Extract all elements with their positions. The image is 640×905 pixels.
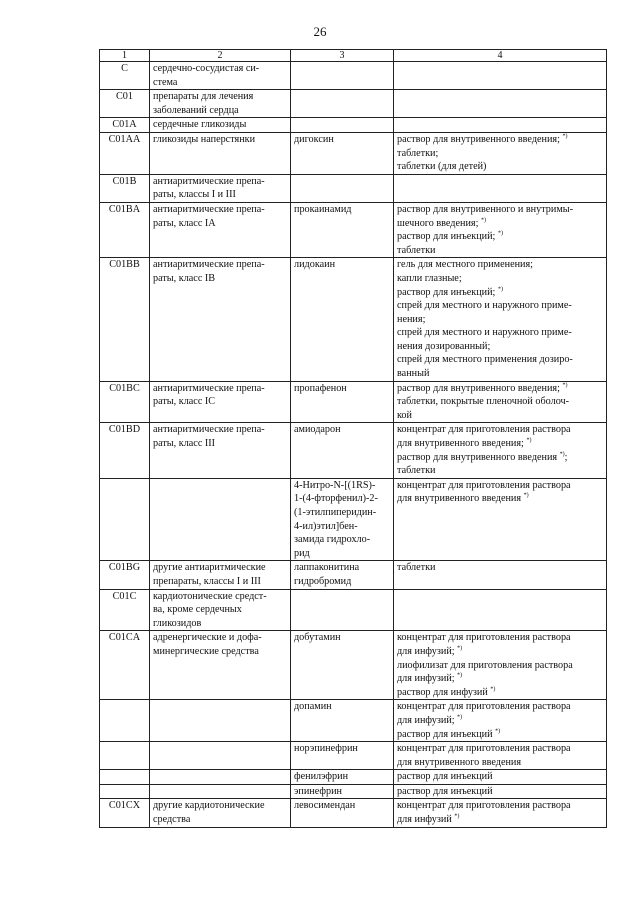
drug-name-line: лаппаконитина — [294, 562, 360, 574]
dosage-form-line: таблетки, покрытые пленочной оболоч- — [397, 396, 570, 408]
table-row — [100, 90, 607, 118]
dosage-form-line: концентрат для приготовления раствора — [397, 479, 571, 491]
group-name-line: раты, класс IB — [153, 272, 216, 284]
dosage-form-line: лиофилизат для приготовления раствора — [397, 659, 573, 671]
dosage-forms-cell — [394, 174, 607, 202]
dosage-forms-cell — [394, 202, 607, 257]
atc-code-cell — [100, 742, 150, 770]
dosage-form-line: раствор для внутривенного и внутримы- — [397, 203, 574, 215]
drug-name-cell — [291, 423, 394, 478]
group-name-cell — [150, 799, 291, 827]
dosage-forms-cell — [394, 90, 607, 118]
group-name-line: другие антиаритмические — [153, 562, 266, 574]
dosage-form-line: таблетки; — [397, 147, 439, 159]
atc-code-cell: C01BG — [100, 561, 150, 589]
dosage-form-line: гель для местного применения; — [397, 259, 534, 271]
group-name-cell — [150, 478, 291, 561]
drug-name-line: фенилэфрин — [294, 771, 349, 783]
dosage-form-line: раствор для инъекций — [397, 771, 493, 783]
dosage-form-line: таблетки (для детей) — [397, 161, 487, 173]
group-name-line: раты, класс IC — [153, 396, 216, 408]
group-name-line: раты, классы I и III — [153, 189, 236, 201]
drug-name-cell — [291, 770, 394, 785]
drug-name-line: (1-этилпиперидин- — [294, 507, 377, 518]
dosage-form-line: концентрат для приготовления раствора — [397, 743, 571, 755]
drug-name-cell — [291, 784, 394, 799]
table-row — [100, 478, 607, 561]
table-row — [100, 62, 607, 90]
table-row — [100, 589, 607, 631]
drug-name-line: норэпинефрин — [294, 743, 358, 755]
group-name-line: раты, класс IA — [153, 217, 216, 229]
atc-code-cell — [100, 784, 150, 799]
column-header-inn: 3 — [291, 50, 394, 62]
dosage-form-line: раствор для внутривенного введения *); — [397, 451, 568, 463]
dosage-form-line: раствор для инъекций *) — [397, 728, 501, 740]
atc-code-cell: C01B — [100, 174, 150, 202]
atc-code-cell: C01CA — [100, 631, 150, 700]
table-row — [100, 631, 607, 700]
dosage-form-line: таблетки — [397, 465, 436, 477]
atc-code-cell: C01 — [100, 90, 150, 118]
group-name-line: антиаритмические препа- — [153, 203, 265, 215]
dosage-forms-cell — [394, 799, 607, 827]
dosage-form-line: раствор для инъекций — [397, 785, 493, 797]
drug-name-line: допамин — [294, 701, 332, 713]
drug-name-cell — [291, 118, 394, 133]
column-header-group: 2 — [150, 50, 291, 62]
group-name-line: кардиотонические средст- — [153, 590, 267, 602]
table-row — [100, 423, 607, 478]
dosage-form-line: концентрат для приготовления раствора — [397, 701, 571, 713]
dosage-forms-cell — [394, 742, 607, 770]
drug-name-line: 1-(4-фторфенил)-2- — [294, 493, 378, 505]
dosage-forms-cell — [394, 700, 607, 742]
atc-code-cell — [100, 700, 150, 742]
drug-name-line: 4-ил)этил]бен- — [294, 520, 358, 532]
drug-name-line: амиодарон — [294, 424, 341, 436]
dosage-forms-cell — [394, 258, 607, 381]
drug-name-line: рид — [294, 547, 310, 559]
group-name-cell — [150, 589, 291, 631]
column-header-forms: 4 — [394, 50, 607, 62]
group-name-line: сердечно-сосудистая си- — [153, 63, 260, 74]
drug-name-cell — [291, 589, 394, 631]
atc-code-cell: C01BA — [100, 202, 150, 257]
dosage-form-line: для инфузий; *) — [397, 714, 463, 726]
drug-name-cell — [291, 799, 394, 827]
drug-name-line: добутамин — [294, 632, 341, 644]
dosage-form-line: ванный — [397, 368, 430, 380]
dosage-form-line: для инфузий; *) — [397, 645, 463, 657]
dosage-forms-cell — [394, 589, 607, 631]
dosage-form-line: раствор для инъекций; *) — [397, 286, 503, 298]
atc-code-cell — [100, 478, 150, 561]
drug-name-line: гидробромид — [294, 575, 352, 587]
dosage-form-line: для внутривенного введения *) — [397, 493, 529, 505]
dosage-forms-cell — [394, 381, 607, 423]
dosage-form-line: для инфузий; *) — [397, 672, 463, 685]
drug-name-cell — [291, 258, 394, 381]
drug-name-line: лидокаин — [294, 259, 336, 271]
group-name-line: стема — [153, 76, 178, 88]
group-name-cell — [150, 90, 291, 118]
table-row — [100, 700, 607, 742]
group-name-line: средства — [153, 814, 191, 826]
atc-code-cell: C01BB — [100, 258, 150, 381]
dosage-forms-cell — [394, 561, 607, 589]
drug-classification-table — [99, 49, 607, 828]
group-name-cell — [150, 561, 291, 589]
dosage-forms-cell — [394, 631, 607, 700]
dosage-form-line: спрей для местного и наружного приме- — [397, 327, 572, 339]
dosage-forms-cell — [394, 62, 607, 90]
dosage-form-line: спрей для местного и наружного приме- — [397, 300, 572, 312]
dosage-form-line: нения; — [397, 313, 426, 325]
table-row — [100, 381, 607, 423]
header-row — [100, 50, 607, 62]
group-name-line: антиаритмические препа- — [153, 259, 265, 271]
dosage-forms-cell — [394, 132, 607, 174]
drug-name-cell — [291, 631, 394, 700]
group-name-cell — [150, 258, 291, 381]
group-name-line: препараты, классы I и III — [153, 575, 261, 587]
group-name-line: другие кардиотонические — [153, 800, 265, 812]
group-name-line: заболеваний сердца — [153, 104, 239, 116]
group-name-cell — [150, 742, 291, 770]
dosage-forms-cell — [394, 118, 607, 133]
drug-name-cell — [291, 478, 394, 561]
dosage-form-line: для внутривенного введения — [397, 756, 522, 768]
dosage-form-line: для инфузий *) — [397, 813, 460, 826]
dosage-form-line: концентрат для приготовления раствора — [397, 632, 571, 644]
group-name-line: антиаритмические препа- — [153, 424, 265, 436]
atc-code-cell: C01AA — [100, 132, 150, 174]
drug-name-cell — [291, 742, 394, 770]
drug-name-cell — [291, 62, 394, 90]
group-name-cell — [150, 700, 291, 742]
group-name-cell — [150, 202, 291, 257]
table-row — [100, 258, 607, 381]
page-number: 26 — [313, 24, 327, 39]
dosage-forms-cell — [394, 770, 607, 785]
group-name-cell — [150, 62, 291, 90]
dosage-form-line: таблетки — [397, 244, 436, 256]
group-name-cell — [150, 174, 291, 202]
dosage-form-line: концентрат для приготовления раствора — [397, 800, 571, 812]
dosage-form-line: концентрат для приготовления раствора — [397, 424, 571, 436]
group-name-line: адренергические и дофа- — [153, 632, 262, 644]
table-row — [100, 118, 607, 133]
dosage-form-line: раствор для инфузий *) — [397, 686, 496, 698]
group-name-line: ва, кроме сердечных — [153, 604, 242, 616]
group-name-cell — [150, 381, 291, 423]
dosage-form-line: раствор для внутривенного введения; *) — [397, 382, 568, 394]
atc-code-cell: C01CX — [100, 799, 150, 827]
drug-name-cell — [291, 174, 394, 202]
table-row — [100, 202, 607, 257]
dosage-form-line: раствор для внутривенного введения; *) — [397, 133, 568, 145]
dosage-forms-cell — [394, 478, 607, 561]
dosage-form-line: кой — [397, 409, 412, 421]
dosage-form-line: капли глазные; — [397, 272, 462, 284]
drug-name-cell — [291, 561, 394, 589]
drug-name-line: 4-Нитро-N-[(1RS)- — [294, 479, 376, 491]
dosage-forms-cell — [394, 784, 607, 799]
group-name-line: сердечные гликозиды — [153, 119, 247, 131]
group-name-line: гликозидов — [153, 617, 202, 629]
dosage-form-line: для внутривенного введения; *) — [397, 437, 532, 450]
dosage-form-line: таблетки — [397, 562, 436, 574]
group-name-cell — [150, 784, 291, 799]
group-name-cell — [150, 423, 291, 478]
drug-name-cell — [291, 381, 394, 423]
drug-name-line: левосимендан — [294, 800, 356, 812]
group-name-line: антиаритмические препа- — [153, 382, 265, 394]
group-name-line: антиаритмические препа- — [153, 175, 265, 187]
table-row — [100, 132, 607, 174]
dosage-form-line: спрей для местного применения дозиро- — [397, 354, 573, 366]
group-name-cell — [150, 132, 291, 174]
dosage-form-line: раствор для инъекций; *) — [397, 230, 503, 243]
atc-code-cell — [100, 770, 150, 785]
group-name-cell — [150, 631, 291, 700]
dosage-form-line: нения дозированный; — [397, 340, 491, 352]
drug-name-cell — [291, 202, 394, 257]
atc-code-cell: C01C — [100, 589, 150, 631]
drug-name-cell — [291, 700, 394, 742]
atc-code-cell: C01A — [100, 118, 150, 133]
atc-code-cell: C01BC — [100, 381, 150, 423]
dosage-forms-cell — [394, 423, 607, 478]
table-row — [100, 174, 607, 202]
table-row — [100, 561, 607, 589]
drug-name-line: эпинефрин — [294, 785, 342, 797]
drug-name-line: пропафенон — [294, 382, 347, 394]
drug-name-line: дигоксин — [294, 133, 334, 145]
drug-name-line: замида гидрохло- — [294, 534, 371, 546]
atc-code-cell: C01BD — [100, 423, 150, 478]
group-name-line: раты, класс III — [153, 438, 216, 450]
group-name-cell — [150, 770, 291, 785]
column-header-code: 1 — [100, 50, 150, 62]
table-row — [100, 770, 607, 785]
table-row — [100, 799, 607, 827]
table-row — [100, 742, 607, 770]
atc-code-cell: C — [100, 62, 150, 90]
drug-name-line: прокаинамид — [294, 203, 352, 215]
drug-name-cell — [291, 132, 394, 174]
drug-name-cell — [291, 90, 394, 118]
table-body — [100, 62, 607, 828]
group-name-line: препараты для лечения — [153, 91, 254, 103]
dosage-form-line: шечного введения; *) — [397, 217, 486, 229]
group-name-line: минергические средства — [153, 645, 259, 657]
group-name-line: гликозиды наперстянки — [153, 133, 256, 145]
table-row — [100, 784, 607, 799]
group-name-cell — [150, 118, 291, 133]
